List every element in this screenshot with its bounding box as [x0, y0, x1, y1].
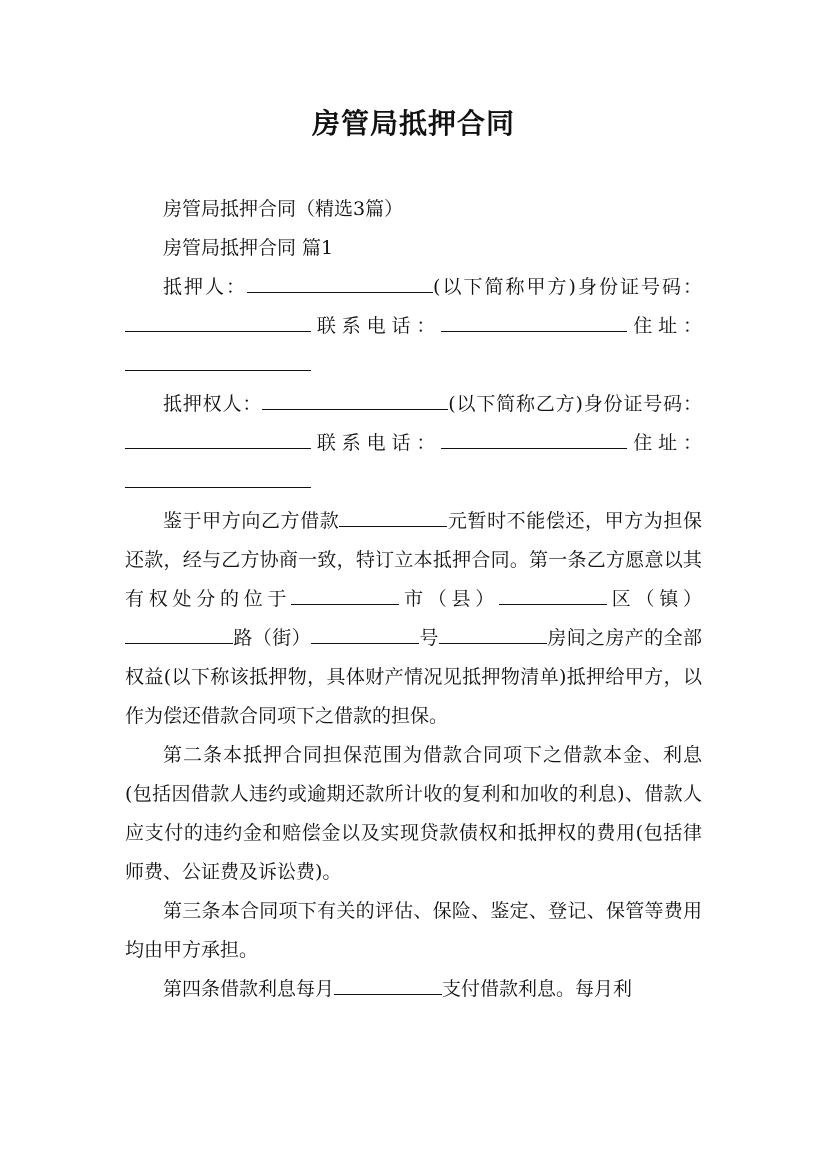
mortgagee-id-label: (以下简称乙方)身份证号码：	[448, 393, 702, 415]
mortgagee-label: 抵押权人：	[163, 393, 263, 415]
loan-amount-blank	[339, 504, 447, 527]
article-3: 第三条本合同项下有关的评估、保险、鉴定、登记、保管等费用均由甲方承担。	[125, 900, 702, 961]
intro-text-1: 鉴于甲方向乙方借款	[163, 510, 340, 532]
document-body	[125, 190, 702, 1009]
mortgagee-id-blank	[125, 426, 311, 449]
intro-text-3: 市（县）	[399, 588, 499, 610]
mortgagee-address-label: 住址：	[627, 432, 702, 454]
mortgagor-label: 抵押人：	[163, 276, 248, 298]
article-4-text-2: 支付借款利息。每月利	[442, 978, 633, 1000]
intro-text-2: 元暂时不能偿还，甲方为担保还款，经与乙方协商一致，特订立本抵押合同。第一条乙方愿意以其有权处分的位于	[125, 510, 702, 610]
mortgagor-address-label: 住址：	[627, 315, 702, 337]
article-4-text-1: 第四条借款利息每月	[163, 978, 335, 1000]
mortgagor-id-blank	[125, 309, 311, 332]
interest-period-blank	[334, 972, 442, 995]
section-heading: 房管局抵押合同 篇1	[163, 237, 334, 259]
room-blank	[439, 621, 547, 644]
mortgagee-address-blank	[125, 465, 311, 488]
document-subtitle: 房管局抵押合同（精选3篇）	[163, 198, 404, 220]
article-4	[125, 970, 702, 1009]
mortgagor-name-blank	[247, 270, 433, 293]
article-2: 第二条本抵押合同担保范围为借款合同项下之借款本金、利息(包括因借款人违约或逾期还款所计收的复利和加收的利息)、借款人应支付的违约金和赔偿金以及实现贷款债权和抵押权的费用(包括律师费、公证费及诉讼费)。	[125, 744, 702, 883]
city-blank	[291, 582, 399, 605]
intro-text-7: 房间之房产的全部权益(以下称该抵押物，具体财产情况见抵押物清单)抵押给甲方，以作为偿还借款合同项下之借款的担保。	[125, 627, 702, 727]
mortgagor-phone-blank	[441, 309, 627, 332]
road-blank	[125, 621, 233, 644]
document-title: 房管局抵押合同	[311, 107, 515, 140]
mortgagor-id-label: (以下简称甲方)身份证号码：	[433, 276, 702, 298]
mortgagor-address-blank	[125, 348, 311, 371]
intro-text-4: 区（镇）	[606, 588, 702, 610]
district-blank	[499, 582, 607, 605]
mortgagee-paragraph	[125, 385, 702, 502]
mortgagee-phone-label: 联系电话：	[311, 432, 442, 454]
mortgagee-name-blank	[262, 387, 448, 410]
mortgagor-phone-label: 联系电话：	[311, 315, 442, 337]
mortgagee-phone-blank	[441, 426, 627, 449]
number-blank	[311, 621, 419, 644]
intro-paragraph	[125, 502, 702, 736]
intro-text-6: 号	[419, 627, 439, 649]
mortgagor-paragraph	[125, 268, 702, 385]
intro-text-5: 路（街）	[233, 627, 311, 649]
